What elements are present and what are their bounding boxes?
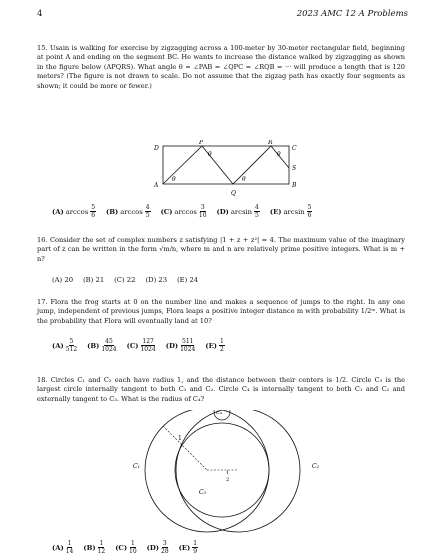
denominator: 10 — [129, 548, 137, 555]
circle-c2 — [176, 410, 300, 532]
radius-1 — [163, 426, 207, 470]
numerator: 127 — [142, 338, 154, 345]
denominator: 9 — [193, 548, 198, 555]
choice-label: (E) — [269, 207, 282, 216]
answer-choice — [106, 204, 151, 219]
zigzag-path — [163, 146, 289, 184]
answer-choice — [87, 338, 116, 353]
fraction — [101, 338, 116, 353]
label-D: D — [154, 145, 159, 152]
fraction — [180, 338, 195, 353]
problem-15-text: 15. Usain is walking for exercise by zigzagging across a 100-meter by 30-meter rectangular field, beginning at point A and ending on the segment BC. He wants to increase the distance walked by zigzagging as shown in the figure below (APQRS). What angle θ = ∠PAB = ∠QPC = ∠RQB = ··· will produce a length that is 120 meters? (The figure is not drawn to scale. Do not assume that the zigzag path has exactly four segments as shown; it could be more or fewer.) — [37, 44, 405, 90]
answer-choice — [147, 540, 169, 555]
denominator: 6 — [307, 212, 312, 219]
fraction — [129, 540, 137, 555]
fraction — [307, 204, 313, 219]
denominator: 28 — [161, 548, 169, 555]
circle-c1 — [145, 410, 269, 532]
numerator: 1 — [99, 540, 104, 547]
choice-label: (C) — [126, 341, 139, 350]
numerator: 3 — [162, 540, 167, 547]
numerator: 4 — [145, 204, 150, 211]
answer-choice: (A) 20 — [52, 276, 74, 284]
problem-16-answers — [52, 276, 198, 284]
choice-label: (A) — [52, 341, 64, 350]
answer-choice — [127, 338, 156, 353]
choice-function: arcsin — [230, 207, 253, 216]
choice-function: arcsin — [283, 207, 305, 216]
numerator: 1 — [193, 540, 198, 547]
answer-choice: (D) 23 — [145, 276, 168, 284]
numerator: 45 — [105, 338, 113, 345]
answer-choice — [83, 540, 105, 555]
denominator: 5 — [255, 212, 259, 219]
denominator: 1024 — [180, 346, 196, 353]
fraction — [219, 338, 225, 353]
field-rectangle — [163, 146, 289, 184]
answer-choice — [270, 204, 313, 219]
choice-label: (D) — [146, 543, 159, 552]
circles-figure — [0, 410, 444, 540]
label-one: 1 — [178, 435, 182, 442]
label-A: A — [154, 182, 159, 189]
answer-choice — [115, 540, 136, 555]
label-P: P — [199, 140, 204, 146]
denominator: 1024 — [101, 346, 117, 353]
label-c3: C₃ — [199, 489, 206, 496]
theta-3: θ — [242, 176, 246, 183]
fraction — [254, 204, 260, 219]
theta-1: θ — [172, 176, 176, 183]
page-number: 4 — [37, 9, 43, 19]
numerator: 1 — [220, 338, 224, 345]
answer-choice — [179, 540, 198, 555]
denominator: 1024 — [140, 346, 156, 353]
problem-18-answers — [52, 540, 198, 555]
denominator: 6 — [91, 212, 96, 219]
label-half-num: 1 — [226, 470, 230, 476]
denominator: 14 — [65, 548, 74, 555]
choice-label: (C) — [160, 207, 173, 216]
denominator: 2 — [220, 346, 224, 353]
choice-label: (B) — [106, 207, 119, 216]
page-title: 2023 AMC 12 A Problems — [296, 9, 408, 19]
choice-label: (D) — [216, 207, 229, 216]
answer-choice: (E) 24 — [177, 276, 199, 284]
label-B: B — [292, 182, 297, 189]
choice-label: (B) — [87, 341, 100, 350]
choice-label: (C) — [115, 543, 128, 552]
label-C: C — [292, 145, 297, 152]
zigzag-figure — [0, 140, 444, 200]
choice-label: (E) — [178, 543, 191, 552]
fraction — [192, 540, 198, 555]
fraction — [140, 338, 155, 353]
numerator: 5 — [91, 204, 96, 211]
fraction — [98, 540, 106, 555]
fraction — [161, 540, 169, 555]
label-c2: C₂ — [312, 463, 319, 470]
label-half-den: 2 — [226, 477, 230, 483]
answer-choice — [205, 338, 224, 353]
problem-17-answers — [52, 338, 225, 353]
denominator: 512 — [65, 346, 78, 353]
numerator: 5 — [69, 338, 74, 345]
choice-label: (B) — [83, 543, 96, 552]
fraction — [145, 204, 151, 219]
fraction — [66, 540, 74, 555]
numerator: 1 — [67, 540, 72, 547]
denominator: 10 — [198, 212, 207, 219]
label-c4: C₄ — [216, 410, 222, 416]
numerator: 5 — [307, 204, 312, 211]
answer-choice — [52, 540, 73, 555]
problem-15-answers — [52, 204, 312, 219]
numerator: 4 — [255, 204, 259, 211]
answer-choice — [52, 338, 77, 353]
choice-function: arccos — [65, 207, 89, 216]
denominator: 5 — [145, 212, 150, 219]
numerator: 511 — [182, 338, 194, 345]
choice-function: arccos — [120, 207, 143, 216]
problem-16-text: 16. Consider the set of complex numbers z satisfying |1 + z + z²| = 4. The maximum value of the imaginary part of z can be written in the form √m/n, where m and n are relatively prime positive integers. What is m + n? — [37, 236, 405, 263]
answer-choice — [161, 204, 207, 219]
problem-18-text: 18. Circles C₁ and C₂ each have radius 1, and the distance between their centers is 1/2. Circle C₃ is the largest circle internally tangent to both C₁ and C₂. Circle C₄ is internally tangent to both C₁ and C₂ and externally tangent to C₃. What is the radius of C₄? — [37, 376, 405, 403]
page-header — [0, 6, 444, 22]
label-S: S — [292, 165, 297, 172]
choice-label: (D) — [165, 341, 179, 350]
choice-label: (A) — [52, 543, 64, 552]
choice-label: (E) — [205, 341, 217, 350]
theta-2: θ — [208, 151, 212, 158]
problem-17-text: 17. Flora the frog starts at 0 on the number line and makes a sequence of jumps to the right. In any one jump, independent of previous jumps, Flora leaps a positive integer distance m with probability 1/2ᵐ. What is the probability that Flora will eventually land at 10? — [37, 298, 405, 325]
denominator: 12 — [97, 548, 106, 555]
answer-choice — [166, 338, 196, 353]
label-c1: C₁ — [133, 463, 140, 470]
answer-choice: (B) 21 — [83, 276, 105, 284]
label-R: R — [268, 140, 273, 146]
answer-choice: (C) 22 — [114, 276, 136, 284]
fraction — [199, 204, 207, 219]
label-Q: Q — [231, 190, 236, 197]
answer-choice — [217, 204, 260, 219]
fraction — [90, 204, 96, 219]
theta-4: θ — [277, 151, 281, 158]
fraction — [66, 338, 77, 353]
numerator: 3 — [200, 204, 205, 211]
numerator: 1 — [130, 540, 135, 547]
answer-choice — [52, 204, 96, 219]
choice-function: arccos — [174, 207, 197, 216]
choice-label: (A) — [52, 207, 64, 216]
